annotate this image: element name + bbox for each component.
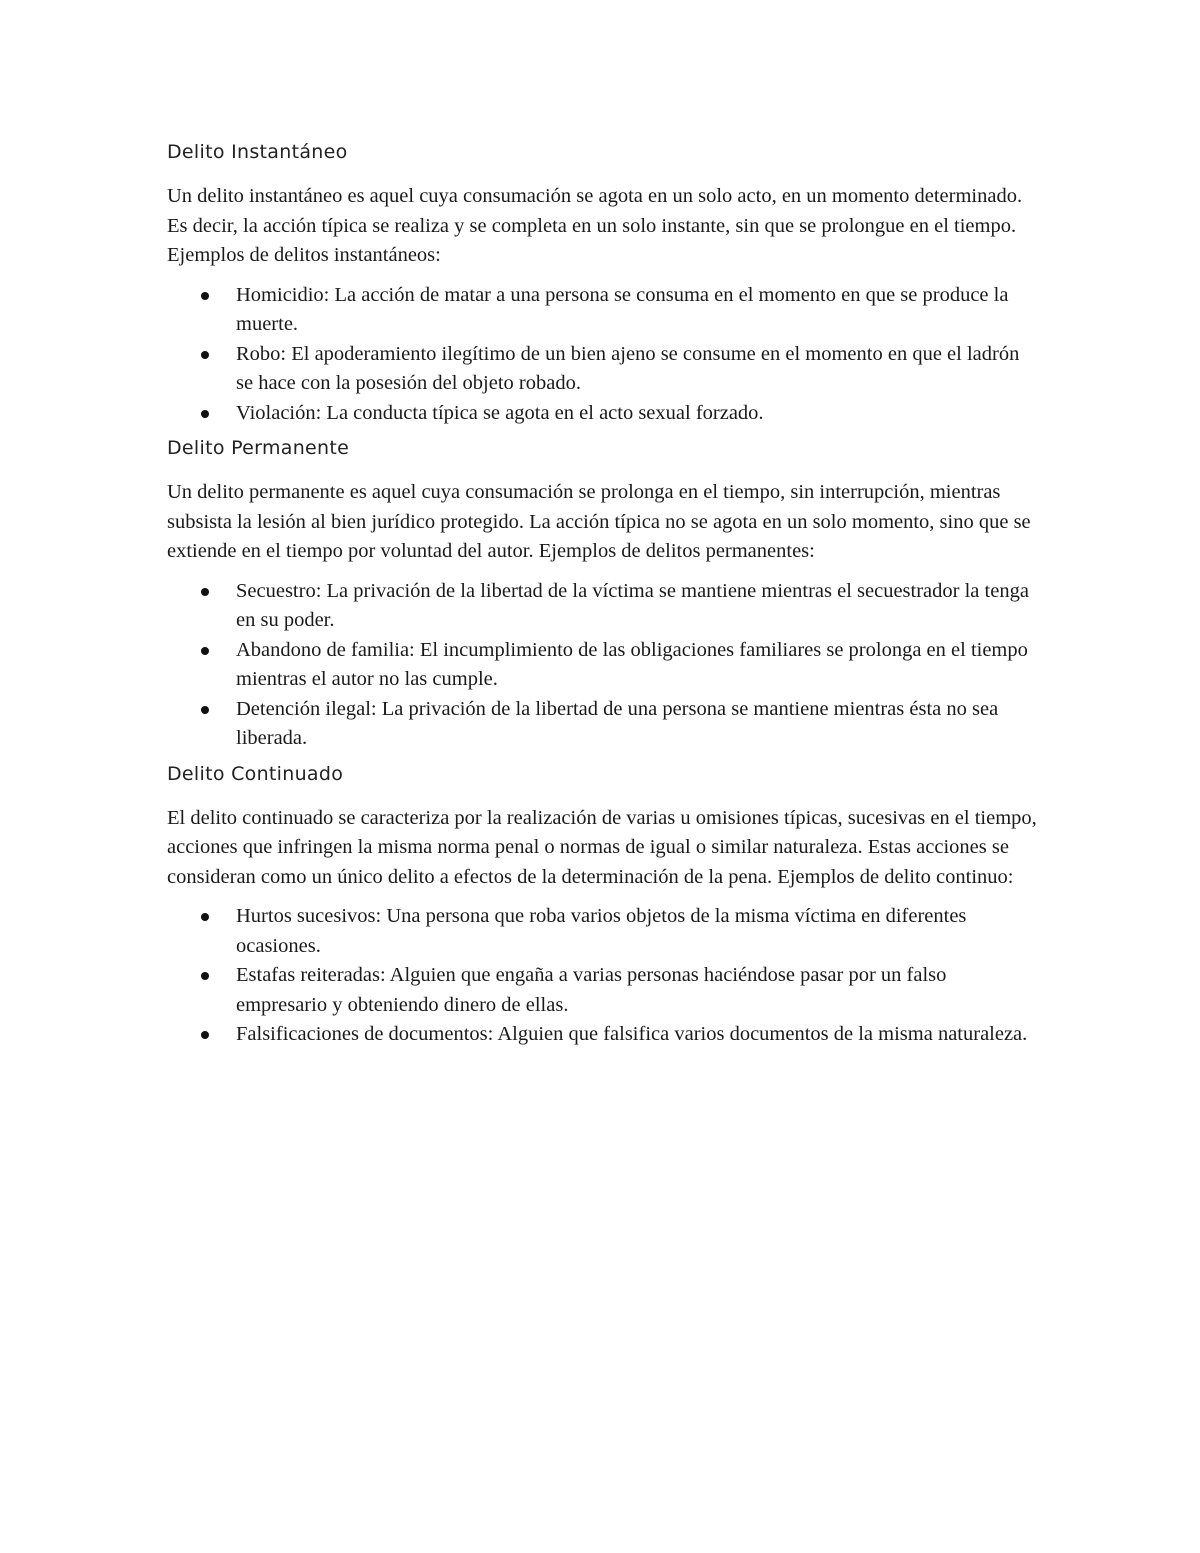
bullet-icon (201, 647, 209, 655)
section-paragraph: Un delito instantáneo es aquel cuya consumación se agota en un solo acto, en un momento determinado. Es decir, la acción típica se realiza y se completa en un solo instante, sin que se prolongue en el tiempo. Ejemplos de delitos instantáneos: (167, 185, 1023, 266)
bullet-icon (201, 1031, 209, 1039)
list-item (167, 636, 1037, 695)
bullet-icon (201, 410, 209, 418)
list-item-text: Hurtos sucesivos: Una persona que roba varios objetos de la misma víctima en diferentes ocasiones. (236, 905, 967, 957)
bullet-list (167, 577, 1037, 754)
list-item (167, 1020, 1037, 1050)
list-item-text: Robo: El apoderamiento ilegítimo de un bien ajeno se consume en el momento en que el ladrón se hace con la posesión del objeto robado. (236, 342, 1020, 394)
section-heading: Delito Permanente (167, 437, 350, 459)
bullet-icon (201, 588, 209, 596)
section-delito-continuado (167, 760, 1037, 1050)
list-item (167, 399, 1037, 429)
list-item (167, 281, 1037, 340)
document-page (167, 138, 1037, 1056)
list-item-text: Abandono de familia: El incumplimiento de las obligaciones familiares se prolonga en el tiempo mientras el autor no las cumple. (236, 638, 1028, 690)
section-paragraph: El delito continuado se caracteriza por la realización de varias u omisiones típicas, sucesivas en el tiempo, acciones que infringen la misma norma penal o normas de igual o similar naturaleza. Estas acciones se consideran como un único delito a efectos de la determinación de la pena. Ejemplos de delito continuo: (167, 806, 1037, 888)
section-delito-instantaneo (167, 138, 1037, 428)
bullet-icon (201, 351, 209, 359)
bullet-list (167, 281, 1037, 429)
section-heading: Delito Instantáneo (167, 141, 348, 163)
bullet-icon (201, 292, 209, 300)
section-heading: Delito Continuado (167, 762, 344, 785)
list-item-text: Detención ilegal: La privación de la libertad de una persona se mantiene mientras ésta no sea liberada. (236, 697, 999, 749)
list-item (167, 577, 1037, 636)
list-item (167, 340, 1037, 399)
list-item-text: Secuestro: La privación de la libertad de la víctima se mantiene mientras el secuestrador la tenga en su poder. (236, 579, 1029, 631)
list-item-text: Falsificaciones de documentos: Alguien que falsifica varios documentos de la misma naturaleza. (236, 1023, 1028, 1045)
list-item (167, 902, 1037, 961)
list-item-text: Violación: La conducta típica se agota en el acto sexual forzado. (236, 401, 764, 424)
bullet-icon (201, 972, 209, 980)
bullet-list (167, 902, 1037, 1050)
section-paragraph: Un delito permanente es aquel cuya consumación se prolonga en el tiempo, sin interrupción, mientras subsista la lesión al bien jurídico protegido. La acción típica no se agota en un solo momento, sino que se extiende en el tiempo por voluntad del autor. Ejemplos de delitos permanentes: (167, 481, 1031, 562)
bullet-icon (201, 706, 209, 714)
bullet-icon (201, 913, 209, 921)
list-item (167, 695, 1037, 754)
list-item-text: Estafas reiteradas: Alguien que engaña a varias personas haciéndose pasar por un falso empresario y obteniendo dinero de ellas. (236, 964, 947, 1016)
list-item-text: Homicidio: La acción de matar a una persona se consuma en el momento en que se produce la muerte. (236, 283, 1009, 335)
list-item (167, 961, 1037, 1020)
section-delito-permanente (167, 434, 1037, 754)
